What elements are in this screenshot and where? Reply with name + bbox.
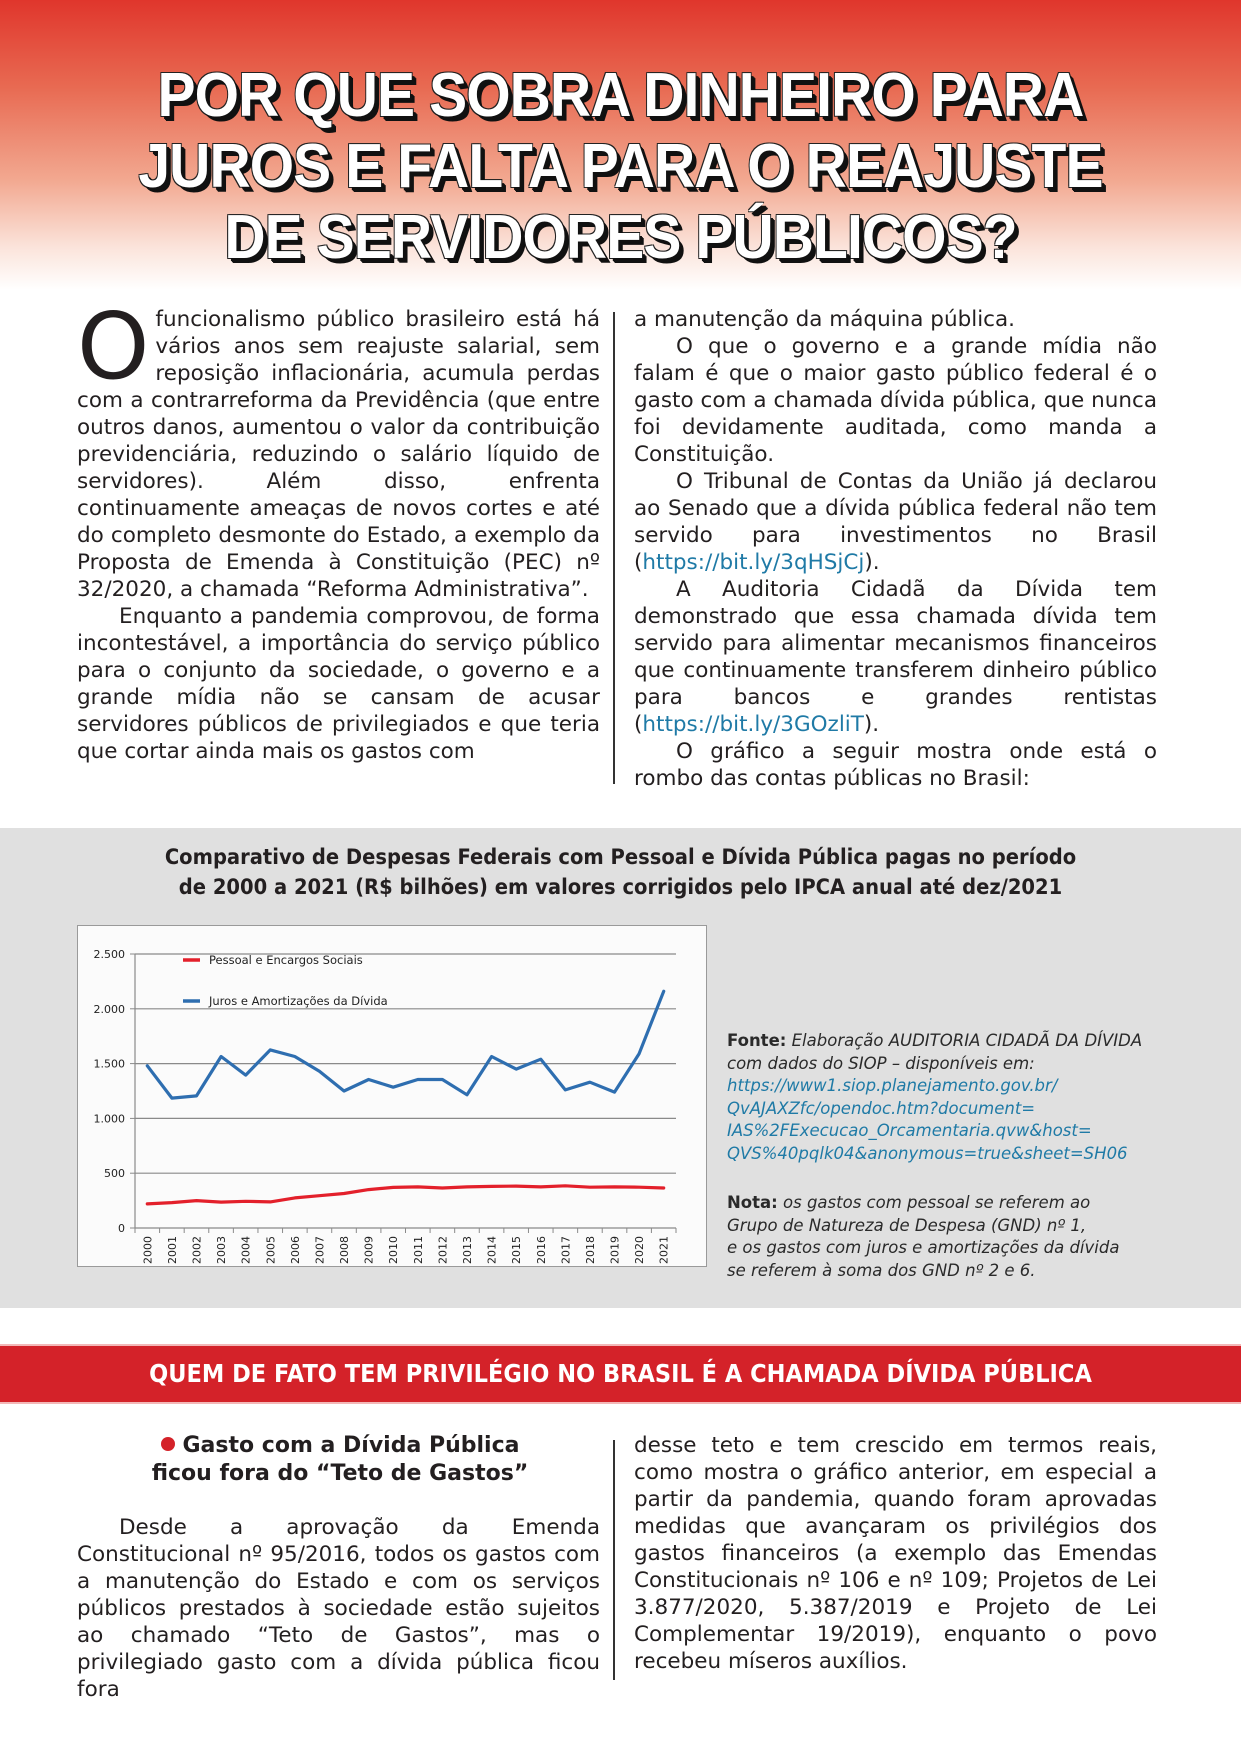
note-text: e os gastos com juros e amortizações da dívida [727,1238,1120,1257]
x-tick-label: 2016 [534,1236,548,1264]
section2-paragraph: desse teto e tem crescido em termos reais, como mostra o gráfico anterior, em especial a partir da pandemia, quando foram aprovadas medidas que avançaram os privilégios dos gastos financeiros (a exemplo das Emendas Constitucionais nº 106 e nº 109; Projetos de Lei 3.877/2020, 5.387/2019 e Projeto de Lei Complementar 19/2019), enquanto o povo recebeu míseros auxílios. [634,1433,1157,1674]
note-text: se referem à soma dos GND nº 2 e 6. [727,1260,1036,1280]
y-tick-label: 500 [104,1167,125,1181]
y-tick-label: 1.000 [93,1112,125,1126]
x-tick-label: 2020 [633,1236,647,1264]
drop-cap: O [77,293,150,400]
source-url[interactable]: https://www1.siop.planejamento.gov.br/ [727,1076,1058,1095]
chart-frame [77,925,707,1267]
x-tick-label: 2014 [485,1236,499,1264]
x-tick-label: 2013 [460,1236,474,1264]
subhead-line: ficou fora do “Teto de Gastos” [151,1461,529,1486]
column-divider [613,1440,615,1680]
chart-source [727,1030,1167,1165]
y-tick-label: 2.000 [93,1002,125,1016]
line-chart [78,926,706,1266]
title-line: JUROS E FALTA PARA O REAJUSTE [138,132,1103,201]
paragraph-text: O Tribunal de Contas da União já declarou ao Senado que a dívida pública federal não tem servido para investimentos no Brasil ( [634,469,1157,575]
header-banner [0,0,1241,290]
chart-title [43,842,1197,902]
x-tick-label: 2002 [190,1236,204,1264]
x-tick-label: 2019 [608,1236,622,1264]
x-tick-label: 2021 [657,1236,671,1264]
source-url[interactable]: QvAJAXZfc/opendoc.htm?document= [727,1098,1036,1118]
intro-paragraph [634,576,1157,738]
source-text: Elaboração AUDITORIA CIDADÃ DA DÍVIDA com dados do SIOP – disponíveis em: [727,1031,1143,1073]
paragraph-text: ). [863,712,880,737]
subhead-line: Gasto com a Dívida Pública [182,1433,520,1458]
page-title [50,60,1192,273]
intro-paragraph: O gráfico a seguir mostra onde está o rombo das contas públicas no Brasil: [634,739,1157,791]
y-tick-label: 1.500 [93,1057,125,1071]
series-line-pessoal [147,1186,663,1204]
x-tick-label: 2008 [338,1236,352,1264]
x-tick-label: 2005 [264,1236,278,1264]
x-tick-label: 2018 [583,1236,597,1264]
x-tick-label: 2007 [313,1236,327,1264]
section2-column-right [634,1432,1157,1675]
x-tick-label: 2009 [362,1236,376,1264]
legend-label: Juros e Amortizações da Dívida [209,994,388,1008]
x-tick-label: 2010 [387,1236,401,1264]
intro-paragraph: a manutenção da máquina pública. [634,307,1016,332]
title-line: DE SERVIDORES PÚBLICOS? [224,203,1017,272]
y-tick-label: 0 [118,1222,125,1235]
source-url[interactable]: QVS%40pqlk04&anonymous=true&sheet=SH06 [727,1143,1128,1163]
auditoria-link[interactable]: https://bit.ly/3GOzliT [642,712,864,737]
note-text: os gastos com pessoal se referem ao [783,1193,1091,1212]
tcu-link[interactable]: https://bit.ly/3qHSjCj [642,550,865,575]
source-url[interactable]: IAS%2FExecucao_Orcamentaria.qvw&host= [727,1121,1092,1140]
section-subhead [60,1432,620,1488]
bullet-icon [161,1437,175,1451]
title-line: POR QUE SOBRA DINHEIRO PARA [157,61,1084,130]
chart-note [727,1192,1167,1282]
y-tick-label: 2.500 [93,948,125,961]
source-label: Fonte: [727,1031,787,1050]
paragraph-text: ). [864,550,880,575]
chart-title-line: de 2000 a 2021 (R$ bilhões) em valores corrigidos pelo IPCA anual até dez/2021 [178,875,1063,899]
x-tick-label: 2001 [165,1236,179,1264]
legend-label: Pessoal e Encargos Sociais [209,953,363,967]
paragraph-text: A Auditoria Cidadã da Dívida tem demonstrado que essa chamada dívida tem servido para alimentar mecanismos financeiros que continuamente transferem dinheiro público para bancos e grandes rentistas ( [634,577,1157,737]
chart-title-line: Comparativo de Despesas Federais com Pessoal e Dívida Pública pagas no período [164,845,1077,869]
intro-paragraph [634,468,1157,576]
x-tick-label: 2004 [239,1236,253,1264]
paragraph-text: funcionalismo público brasileiro está há vários anos sem reajuste salarial, sem reposição inflacionária, acumula perdas com a contrarreforma da Previdência (que entre outros danos, aumentou o valor da contribuição previdenciária, reduzindo o salário líquido de servidores). Além disso, enfrenta continuamente ameaças de novos cortes e até do completo desmonte do Estado, a exemplo da Proposta de Emenda à Constituição (PEC) nº 32/2020, a chamada “Reforma Administrativa”. [77,307,600,602]
x-tick-label: 2012 [436,1236,450,1264]
note-text: Grupo de Natureza de Despesa (GND) nº 1, [727,1215,1087,1235]
section2-paragraph: Desde a aprovação da Emenda Constitucional nº 95/2016, todos os gastos com a manutenção do Estado e com os serviços públicos prestados à sociedade estão sujeitos ao chamado “Teto de Gastos”, mas o privilegiado gasto com a dívida pública ficou fora [77,1515,600,1702]
x-tick-label: 2015 [510,1236,524,1264]
intro-paragraph [77,293,600,603]
section-banner [0,1344,1241,1404]
x-tick-label: 2003 [215,1236,229,1264]
x-tick-label: 2000 [141,1236,155,1264]
intro-paragraph: Enquanto a pandemia comprovou, de forma incontestável, a importância do serviço público para o conjunto da sociedade, o governo e a grande mídia não se cansam de acusar servidores públicos de privilegiados e que teria que cortar ainda mais os gastos com [77,604,600,764]
x-tick-label: 2017 [559,1236,573,1264]
intro-paragraph: O que o governo e a grande mídia não falam é que o maior gasto público federal é o gasto com a chamada dívida pública, que nunca foi devidamente auditada, como manda a Constituição. [634,334,1157,467]
column-divider [613,312,615,784]
x-tick-label: 2011 [411,1236,425,1264]
note-label: Nota: [727,1193,778,1212]
intro-column-right [634,306,1157,792]
section2-column-left [77,1514,600,1703]
intro-column-left [77,293,600,765]
banner-text: QUEM DE FATO TEM PRIVILÉGIO NO BRASIL É A CHAMADA DÍVIDA PÚBLICA [149,1359,1092,1388]
x-tick-label: 2006 [288,1236,302,1264]
